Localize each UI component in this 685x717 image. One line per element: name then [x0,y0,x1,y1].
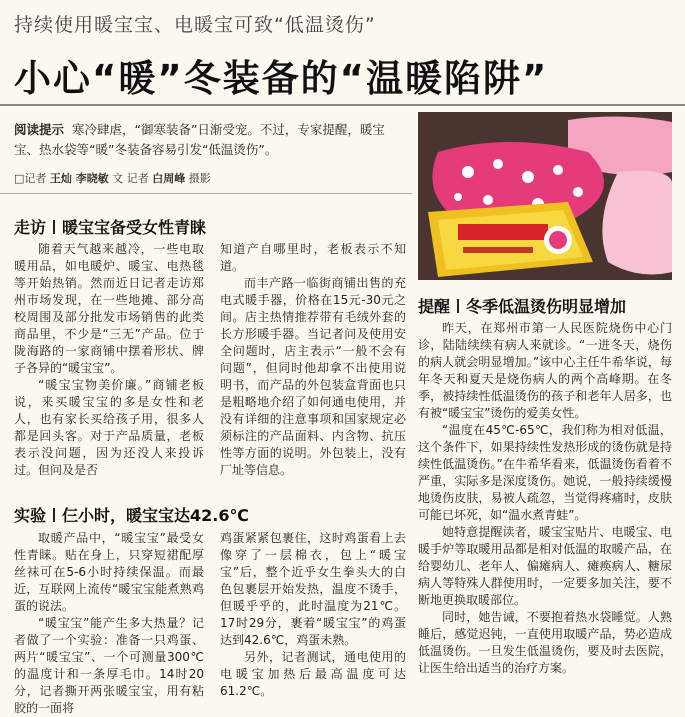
lead-label: 阅读提示 [14,122,65,137]
heat-pack-photo [418,112,672,280]
section-reminder-title: 冬季低温烫伤明显增加 [466,297,627,316]
byline-suffix: 摄影 [188,172,211,185]
photo-illustration [418,112,672,280]
section-reminder-heading [418,294,626,317]
section-divider-bar [53,508,55,522]
paragraph: 知道产自哪里时，老板表示不知道。 [220,242,406,273]
section-visit-heading [14,215,206,238]
section-divider-bar [457,299,459,313]
byline-photographer: 白周峰 [152,172,186,185]
paragraph: 她特意提醒读者，暖宝宝贴片、电暖宝、电暖手炉等取暖用品都是相对低温的取暖产品，在给婴幼儿、老年人、偏瘫病人、瘫痪病人、糖尿病人等特殊人群使用时，一定要多加关注，要不断地更换取暖部位。 [418,525,672,607]
page-subtitle: 持续使用暖宝宝、电暖宝可致“低温烫伤” [14,14,376,36]
title-divider [0,104,685,106]
byline-divider [0,193,412,194]
section-reminder-body [418,320,672,677]
section-divider-bar [53,220,55,234]
paragraph: “温度在45℃-65℃，我们称为相对低温，这个条件下，如果持续性发热形成的烫伤就是持续性低温烫伤。”在牛希华看来，低温烫伤看着不严重，实际多是深度烫伤。她说，一般持续缓慢地烫伤皮肤，易被人疏忽，当觉得疼痛时，皮肤可能已坏死，如“温水煮青蛙”。 [418,423,672,522]
section-experiment-col2 [220,530,406,700]
paragraph: 同时，她告诫，不要抱着热水袋睡觉。人熟睡后，感觉迟钝，一直使用取暖产品，势必造成低温烫伤。一旦发生低温烫伤，要及时去医院，让医生给出适当的治疗方案。 [418,610,672,675]
section-experiment-heading [14,503,249,526]
paragraph: 鸡蛋紧紧包裹住，这时鸡蛋看上去像穿了一层棉衣，包上“暖宝宝”后，整个近乎女生拳头大的白色包裹层开始发热，温度不烫手，但暖乎乎的，此时温度为21℃。17时29分，裹着“暖宝宝”的鸡蛋达到42.6℃，鸡蛋未熟。 [220,531,406,647]
byline-prefix: □记者 [14,172,47,185]
paragraph: “暖宝宝物美价廉。”商铺老板说，来买暖宝宝的多是女性和老人，也有家长买给孩子用，很多人都是回头客。对于产品质量，老板表示没问题，因为还没人来投诉过。但问及是否 [14,378,204,477]
paragraph: 昨天，在郑州市第一人民医院烧伤中心门诊，陆陆续续有病人来就诊。“一进冬天，烧伤的病人就会明显增加。”该中心主任牛希华说，每年冬天和夏天是烧伤病人的两个高峰期。在冬季，被持续性低温烫伤的孩子和老年人居多，也有被“暖宝宝”烫伤的爱美女性。 [418,321,672,420]
paragraph: 而丰产路一临街商铺出售的充电式暖手器，价格在15元-30元之间。店主热情推荐带有毛绒外套的长方形暖手器。当记者问及使用安全问题时，店主表示“一般不会有问题”，但同时他却拿不出使用说明书，而产品的外包装盒背面也只是粗略地介绍了如何通电使用，并没有详细的注意事项和国家规定必须标注的产品面料、内含物、抗压性等方面的说明。外包装上，没有厂址等信息。 [220,276,406,477]
byline [14,170,211,186]
paragraph: 另外，记者测试，通电使用的电暖宝加热后最高温度可达61.2℃。 [220,650,406,698]
byline-mid: 文 记者 [112,172,149,185]
byline-reporters: 王灿 李晓敏 [49,172,109,185]
paragraph: 随着天气越来越冷，一些电取暖用品，如电暖炉、暖宝、电热毯等开始热销。然而近日记者走访郑州市场发现，在一些地摊、部分高校周围及部分批发市场销售的此类商品里，不少是“三无”产品。位于陇海路的一家商铺中摆着形状、牌子各异的“暖宝宝”。 [14,242,204,375]
section-experiment-tag: 实验 [14,506,47,525]
section-visit-col2 [220,241,406,479]
section-experiment-col1 [14,530,204,717]
section-reminder-tag: 提醒 [418,297,451,316]
paragraph: 取暖产品中，“暖宝宝”最受女性青睐。贴在身上，只穿短裙配厚丝袜可在5-6小时持续保温。而最近，互联网上流传“暖宝宝能煮熟鸡蛋的说法。 [14,531,204,613]
section-visit-title: 暖宝宝备受女性青睐 [62,218,207,237]
paragraph: “暖宝宝”能产生多大热量？记者做了一个实验：准备一只鸡蛋、两片“暖宝宝”、一个可测量300℃的温度计和一条厚毛巾。14时20分，记者撕开两张暖宝宝，用有粘胶的一面将 [14,616,204,715]
lead-text: 寒冷肆虐，“御寒装备”日渐受宠。不过，专家提醒，暖宝宝、热水袋等“暖”冬装备容易引发“低温烫伤”。 [14,122,385,157]
lead-summary [14,120,409,160]
section-visit-tag: 走访 [14,218,47,237]
section-visit-col1 [14,241,204,479]
section-experiment-title: 仨小时，暖宝宝达42.6℃ [62,506,249,525]
page-title: 小心“暖”冬装备的“温暖陷阱” [14,57,549,100]
